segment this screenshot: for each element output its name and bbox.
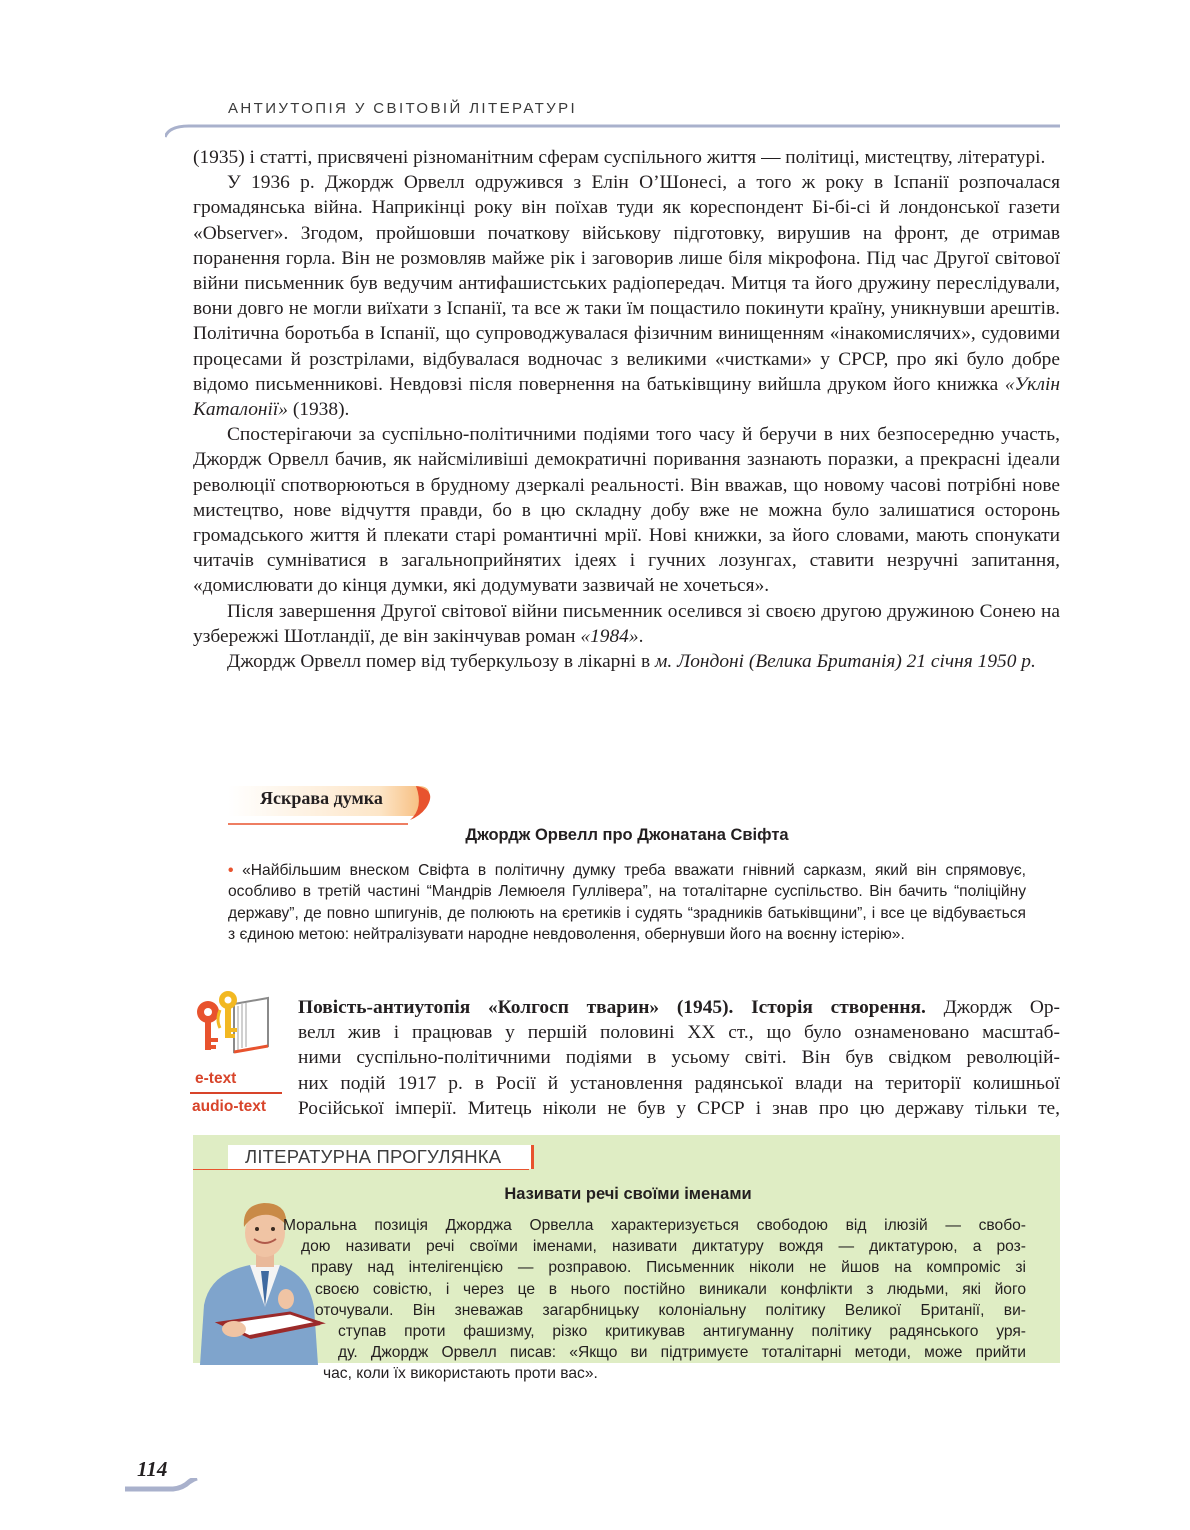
quote-text: • «Найбільшим внеском Свіфта в політичну думку треба вважати гнівний сарказм, який він спрямовує, особливо в третій частині “Мандрів Лемюеля Гуллівера”, на тоталітарне суспільство. Він бачить “поліційну державу”, де повно шпигунів, де полюють на єретиків і судять “зрадників батьківщини”, і все це відбувається з єдиною метою: нейтралізувати народне невдоволення, обернувши його на воєнну істерію». [228, 862, 1026, 944]
text-line: ними суспільно-політичними подіями в усьому світі. Він був свідком революцій- [298, 1047, 1060, 1069]
bullet-icon: • [228, 862, 234, 879]
bright-thought-label: Яскрава думка [260, 788, 383, 808]
text-line: ступав проти фашизму, різко критикував антигуманну політику радянського уря- [338, 1323, 1026, 1341]
text-line: Моральна позиція Джорджа Орвелла характеризується свободою від ілюзій — свобо- [283, 1217, 1026, 1234]
text-line: Російської імперії. Митець ніколи не був у СРСР і знав про цю державу тільки те, [298, 1097, 1060, 1119]
text-line: своєю совістю, і через це в нього постійно виникали конфлікти з людьми, які його [315, 1280, 1026, 1298]
text-line: ду. Джордж Орвелл писав: «Якщо ви підтримуєте тоталітарні методи, може прийти [338, 1344, 1026, 1362]
text-line: час, коли їх використають проти вас». [323, 1365, 598, 1383]
book-title: «Уклін Каталонії» [193, 373, 1060, 421]
text-line: них подій 1917 р. в Росії й установлення радянської влади на території колишньої [298, 1072, 1060, 1094]
text-line: Повість-антиутопія «Колгосп тварин» (1945). Історія створення. Джордж Ор- [298, 997, 1060, 1018]
footer-rule [125, 1478, 205, 1492]
paragraph: (1935) і статті, присвячені різноманітним сферам суспільного життя — політиці, мистецтву, літературі. [193, 147, 1046, 168]
paragraph: Спостерігаючи за суспільно-політичними подіями того часу й беручи в них безпосередню участь, Джордж Орвелл бачив, як найсміливіші демократичні поривання зазнають поразки, а прекрасні ідеали революції спотворюються в брудному дзеркалі реальності. Він вважав, що новому часові потрібні нове мистецтво, нове відчуття правди, бо в цю складну добу вже не можна було залишатися осторонь громадського життя й плекати старі романтичні мрії. Нові книжки, за його словами, мають спонукати читачів сумніватися в загальноприйнятих ідеях і гучних лозунгах, ставити незручні запитання, «домислювати до кінця думки, які додумувати зазвичай не хочеться». [193, 424, 1060, 597]
section-title: Повість-антиутопія «Колгосп тварин» (1945). Історія створення. [298, 997, 926, 1018]
text-line: дою називати речі своїми іменами, називати диктатуру вождя — диктатурою, а роз- [301, 1238, 1026, 1256]
literary-walk-text [193, 1215, 1026, 1385]
death-place-date: м. Лондоні (Велика Британія) 21 січня 1950 р. [655, 651, 1036, 673]
literary-walk-tab [228, 1145, 534, 1169]
page-number: 114 [137, 1457, 168, 1481]
literary-walk-title: Називати речі своїми іменами [504, 1185, 752, 1203]
paragraph: Після завершення Другої світової війни письменник оселився зі своєю другою дружиною Сонею на узбережжі Шотландії, де він закінчував роман «1984». [193, 600, 1060, 647]
quote-title: Джордж Орвелл про Джонатана Свіфта [465, 826, 789, 844]
animal-farm-section [193, 995, 1060, 1121]
bright-thought-tag [228, 786, 438, 826]
text-line: оточували. Він зневажав загарбницьку колоніальну політику Великої Британії, ви- [315, 1301, 1026, 1319]
paragraph: Джордж Орвелл помер від туберкульозу в лікарні в м. Лондоні (Велика Британія) 21 січня 1950 р. [227, 651, 1036, 673]
main-text [193, 145, 1060, 674]
header-rule [165, 124, 1065, 138]
text-line: праву над інтелігенцією — розправою. Письменник ніколи не йшов на компроміс зі [311, 1259, 1026, 1277]
tab-underline [193, 1169, 529, 1170]
audio-text-link[interactable]: audio-text [192, 1098, 267, 1115]
running-header: АНТИУТОПІЯ У СВІТОВІЙ ЛІТЕРАТУРІ [228, 100, 578, 117]
paragraph: У 1936 р. Джордж Орвелл одружився з Елін О’Шонесі, а того ж року в Іспанії розпочалася громадянська війна. Наприкінці року він поїхав туди як кореспондент Бі-бі-сі й лондонської газети «Observer». Згодом, пройшовши початкову військову підготовку, вирушив на фронт, де отримав поранення горла. Він не розмовляв майже рік і заговорив лише біля мікрофона. Під час Другої світової війни письменник був ведучим антифашистських радіопередач. Митця та його дружину переслідували, вони довго не могли виїхати з Іспанії, та все ж таки їм пощастило покинути країну, уникнувши арештів. Політична боротьба в Іспанії, що супроводжувалася фізичним винищенням «інакомислячих», судовими процесами й розстрілами, відбувалася водночас з великими «чистками» у СРСР, про які було добре відомо письменникові. Невдовзі після повернення на батьківщину вийшла друком його книжка «Уклін Каталонії» (1938). [193, 172, 1060, 421]
text-line: велл жив і працював у першій половині ХХ ст., що було ознаменовано масштаб- [298, 1022, 1060, 1044]
book-title: «1984» [580, 625, 639, 647]
literary-walk-label: ЛІТЕРАТУРНА ПРОГУЛЯНКА [245, 1146, 502, 1167]
etext-link[interactable]: e-text [195, 1070, 237, 1087]
